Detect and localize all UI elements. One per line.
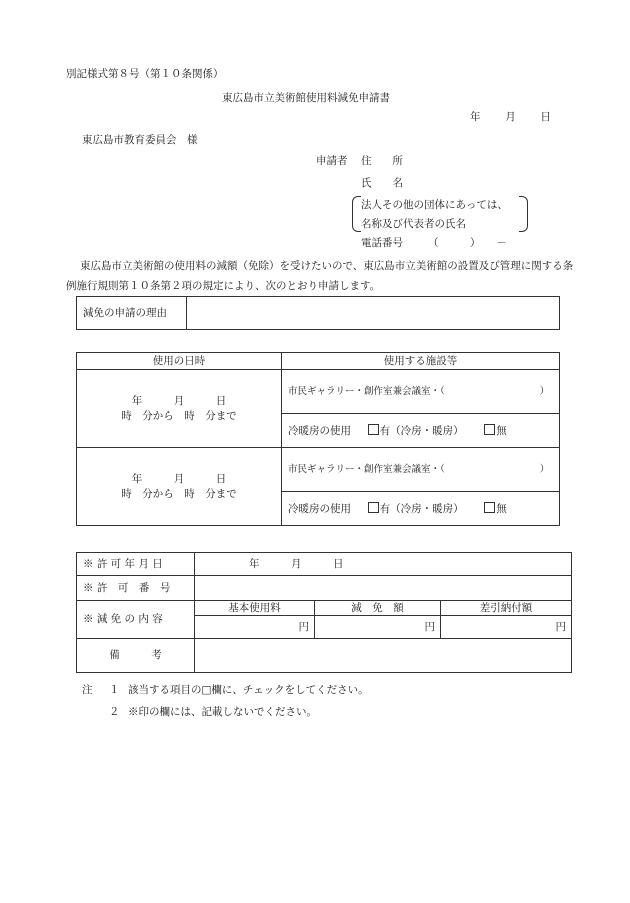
- phone-format: （ ） －: [428, 237, 507, 249]
- usage-aircon-row-1: [282, 414, 560, 448]
- usage-facility-2[interactable]: 市民ギャラリー・創作室兼会議室・（ ）: [282, 448, 560, 492]
- usage-date-2: 年 月 日: [131, 472, 227, 485]
- applicant-name-label: 氏 名: [361, 177, 403, 189]
- usage-aircon-row-2: [282, 492, 560, 526]
- note-2-text: ※印の欄には、記載しないでください。: [128, 706, 317, 718]
- aircon-no-label-1: 無: [496, 424, 507, 437]
- permit-number-label: ※ 許 可 番 号: [77, 576, 195, 601]
- applicant-address-label: 住 所: [361, 155, 403, 167]
- permit-number-field[interactable]: [195, 576, 572, 601]
- basic-fee-field[interactable]: 円: [195, 616, 315, 639]
- permit-date-label: ※ 許 可 年 月 日: [77, 553, 195, 576]
- application-statement: 東広島市立美術館の使用料の減額（免除）を受けたいので、東広島市立美術館の設置及び管理に関する条例施行規則第１０条第２項の規定により、次のとおり申請します。: [66, 260, 574, 292]
- aircon-no-checkbox-2[interactable]: [484, 502, 495, 513]
- permit-date-value[interactable]: 年 月 日: [195, 553, 572, 576]
- reduction-field[interactable]: 円: [315, 616, 441, 639]
- net-fee-field[interactable]: 円: [441, 616, 572, 639]
- corp-note-line2: 名称及び代表者の氏名: [361, 218, 466, 230]
- aircon-label-2: 冷暖房の使用: [288, 502, 351, 515]
- addressee: 東広島市教育委員会 様: [82, 134, 198, 146]
- note-1-text: 該当する項目の□欄に、チェックをしてください。: [128, 684, 369, 696]
- aircon-yes-checkbox-2[interactable]: [368, 502, 379, 513]
- right-bracket: [519, 196, 528, 232]
- note-prefix: 注: [82, 684, 93, 696]
- exemption-label: ※ 減 免 の 内 容: [77, 601, 195, 639]
- usage-date-1: 年 月 日: [131, 394, 227, 407]
- aircon-yes-checkbox-1[interactable]: [368, 424, 379, 435]
- reduction-header: 減 免 額: [315, 601, 441, 616]
- office-table: [76, 552, 572, 673]
- remarks-label: 備 考: [77, 639, 195, 673]
- usage-facility-1[interactable]: 市民ギャラリー・創作室兼会議室・（ ）: [282, 370, 560, 414]
- aircon-no-checkbox-1[interactable]: [484, 424, 495, 435]
- usage-time-2: 時 分から 時 分まで: [121, 487, 237, 500]
- aircon-label-1: 冷暖房の使用: [288, 424, 351, 437]
- usage-facility-header: 使用する施設等: [282, 353, 560, 370]
- reason-label: 減免の申請の理由: [77, 297, 187, 330]
- aircon-no-label-2: 無: [496, 502, 507, 515]
- usage-table: [76, 352, 560, 526]
- aircon-yes-label-1: 有（冷房・暖房）: [379, 424, 464, 437]
- usage-datetime-cell-1[interactable]: [77, 370, 282, 448]
- phone-label: 電話番号: [361, 237, 403, 249]
- note-1-number: １: [109, 684, 120, 696]
- left-bracket: [352, 196, 361, 232]
- net-fee-header: 差引納付額: [441, 601, 572, 616]
- corp-note-line1: 法人その他の団体にあっては、: [361, 199, 508, 211]
- document-title: 東広島市立美術館使用料減免申請書: [222, 92, 390, 104]
- date-month: 月: [505, 111, 516, 123]
- aircon-yes-label-2: 有（冷房・暖房）: [379, 502, 464, 515]
- reason-table: [76, 296, 560, 330]
- note-2-number: ２: [109, 706, 120, 718]
- basic-fee-header: 基本使用料: [195, 601, 315, 616]
- usage-datetime-cell-2[interactable]: [77, 448, 282, 526]
- applicant-label: 申請者: [316, 155, 348, 167]
- reason-field[interactable]: [187, 297, 560, 330]
- usage-time-1: 時 分から 時 分まで: [121, 409, 237, 422]
- remarks-field[interactable]: [195, 639, 572, 673]
- date-day: 日: [540, 111, 551, 123]
- form-number: 別記様式第８号（第１０条関係）: [66, 68, 224, 80]
- date-year: 年: [470, 111, 481, 123]
- date-line: [470, 111, 551, 124]
- usage-date-header: 使用の日時: [77, 353, 282, 370]
